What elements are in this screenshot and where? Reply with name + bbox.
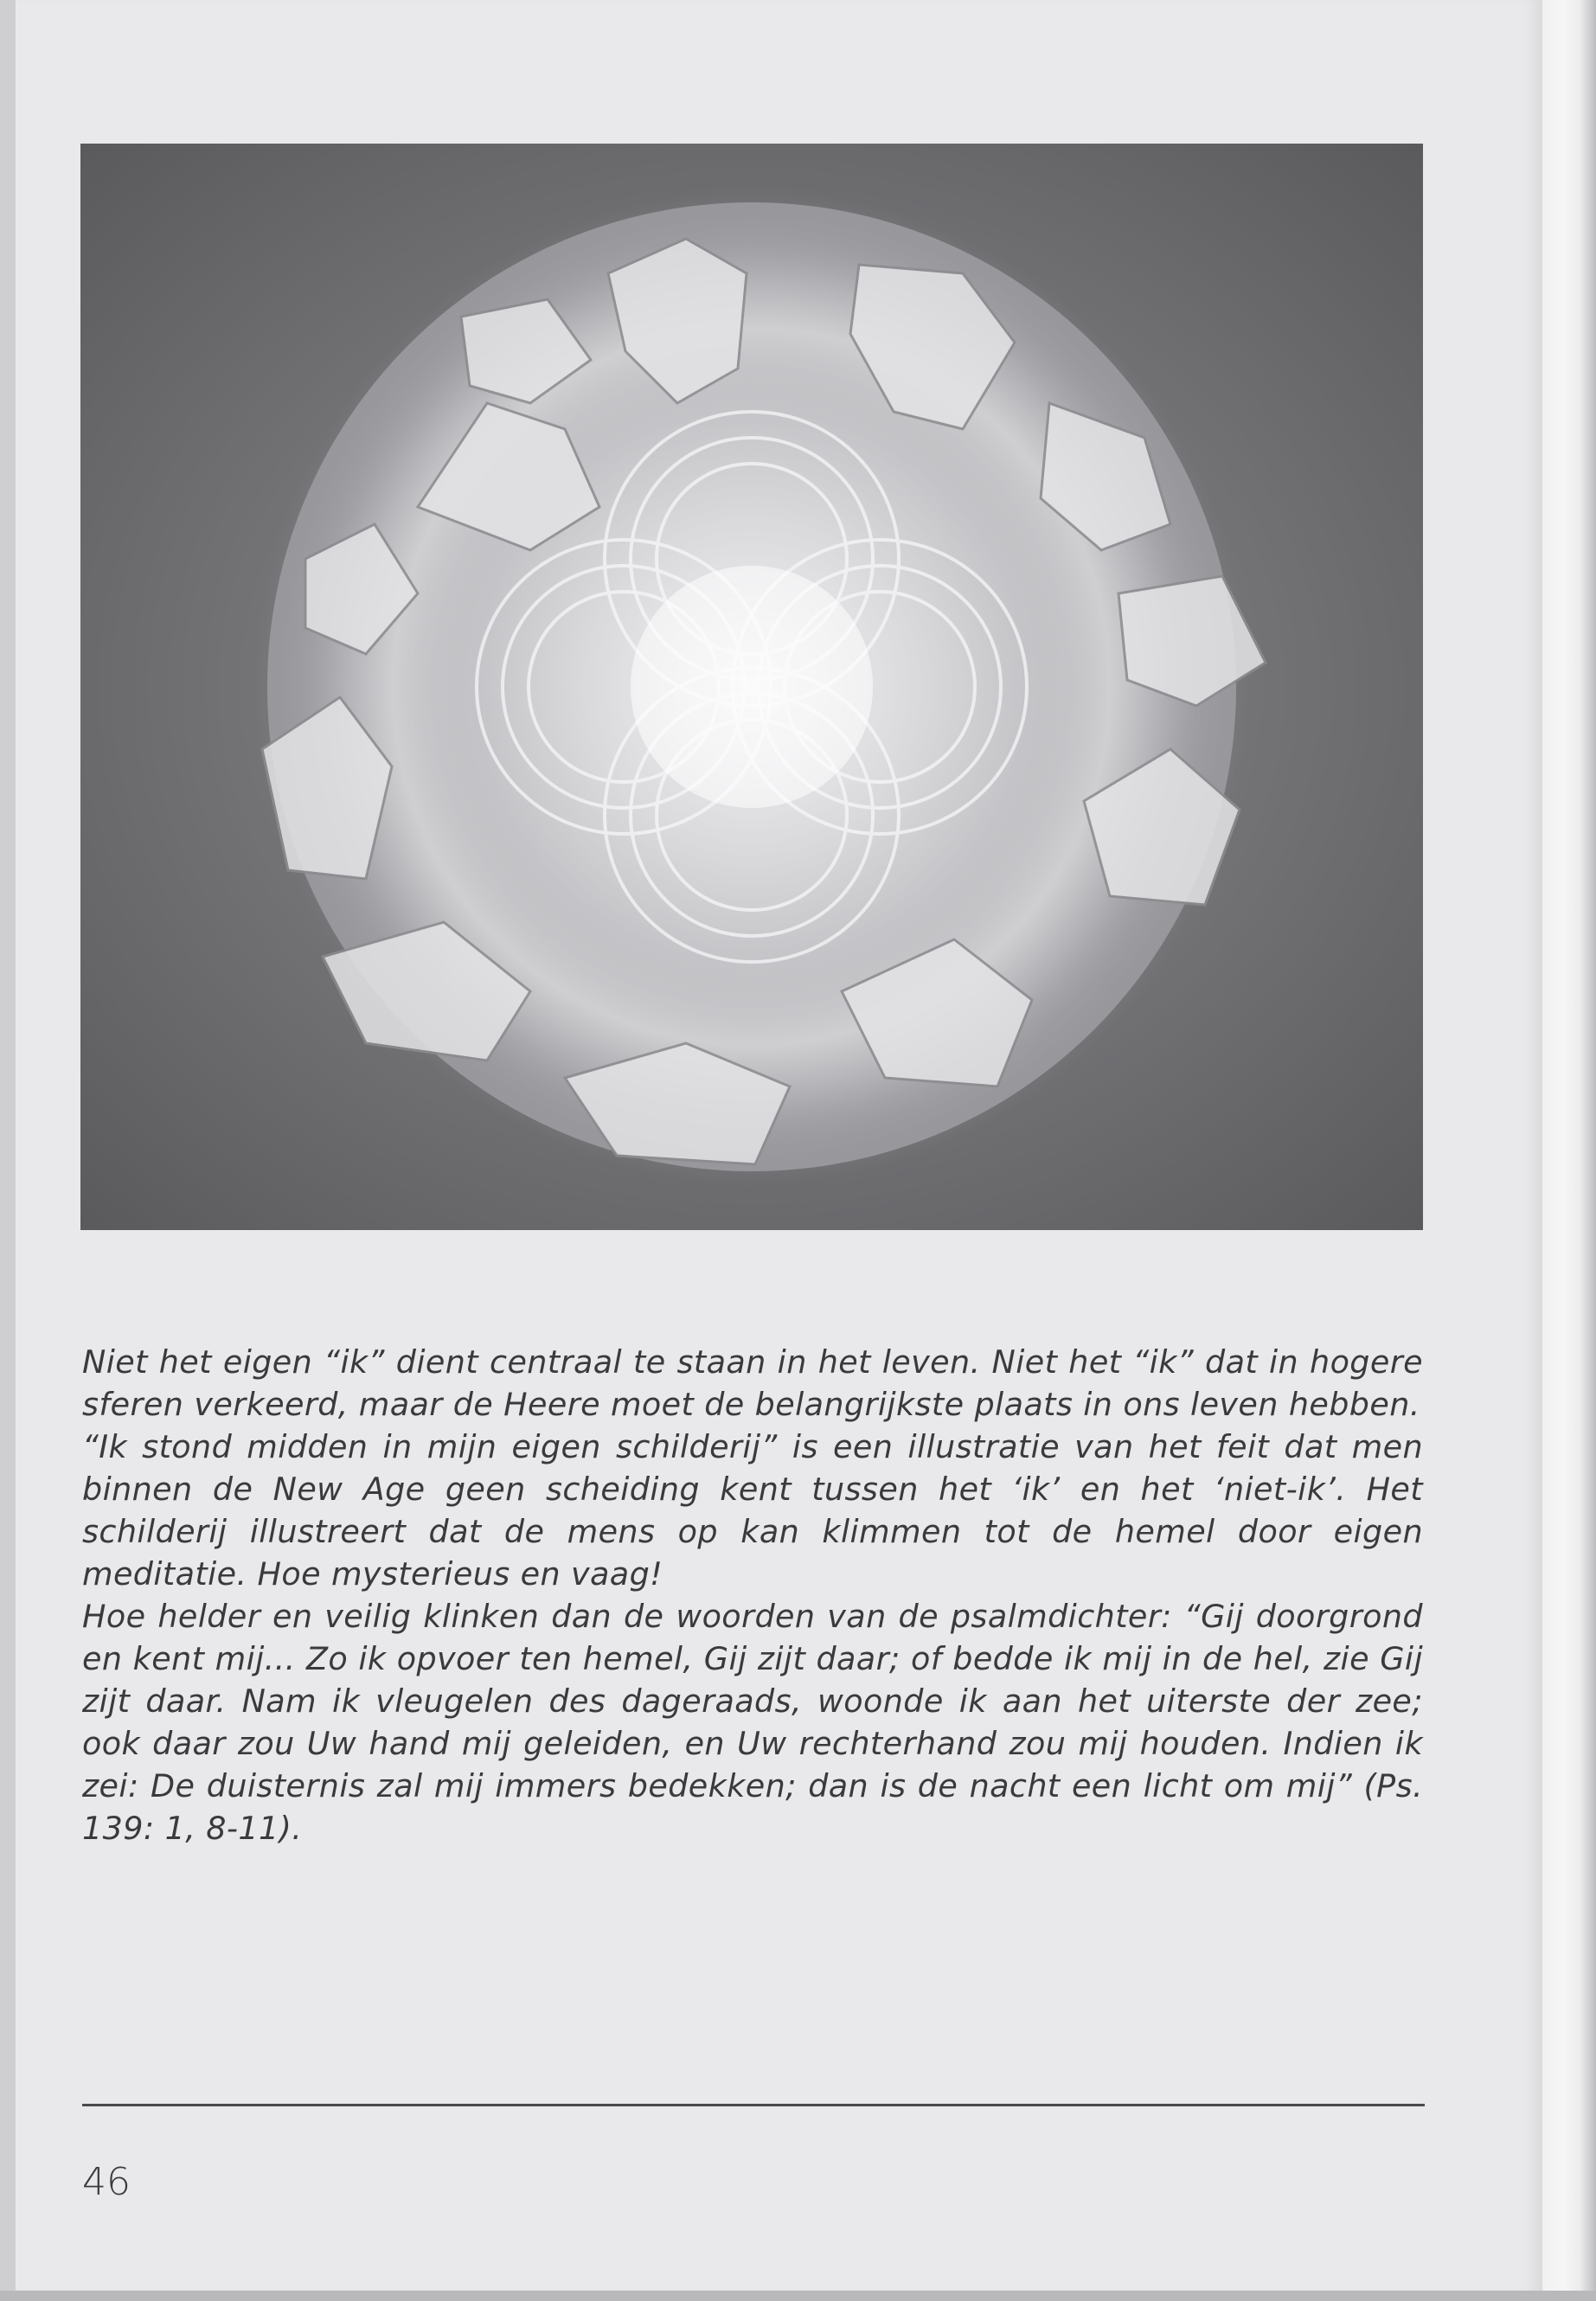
page-number: 46 [82,2160,131,2204]
caption-paragraph-1: Niet het eigen “ik” dient centraal te staan in het leven. Niet het “ik” dat in hogere sferen verkeerd, maar de Heere moet de belangrijkste plaats in ons leven hebben. [82,1343,1423,1423]
caption-paragraph-2: “Ik stond midden in mijn eigen schilderij” is een illustratie van het feit dat men binnen de New Age geen scheiding kent tussen het ‘ik’ en het ‘niet-ik’. Het schilderij illustreert dat de mens op kan klimmen tot de hemel door eigen meditatie. Hoe mysterieus en vaag! [82,1428,1423,1593]
bottom-edge [0,2291,1596,2301]
caption-text [82,1341,1423,1849]
footer-rule [82,2104,1425,2106]
caption-paragraph-3: Hoe helder en veilig klinken dan de woorden van de psalmdichter: “Gij doorgrond en kent mij... Zo ik opvoer ten hemel, Gij zijt daar; of bedde ik mij in de hel, zie Gij zijt daar. Nam ik vleugelen des dageraads, woonde ik aan het uiterste der zee; ook daar zou Uw hand mij geleiden, en Uw rechterhand zou mij houden. Indien ik zei: De duisternis zal mij immers bedekken; dan is de nacht een licht om mij” (Ps. 139: 1, 8-11). [82,1598,1423,1847]
page-edge [1542,0,1596,2301]
painting-illustration [80,144,1423,1230]
painting-photo [80,144,1423,1230]
